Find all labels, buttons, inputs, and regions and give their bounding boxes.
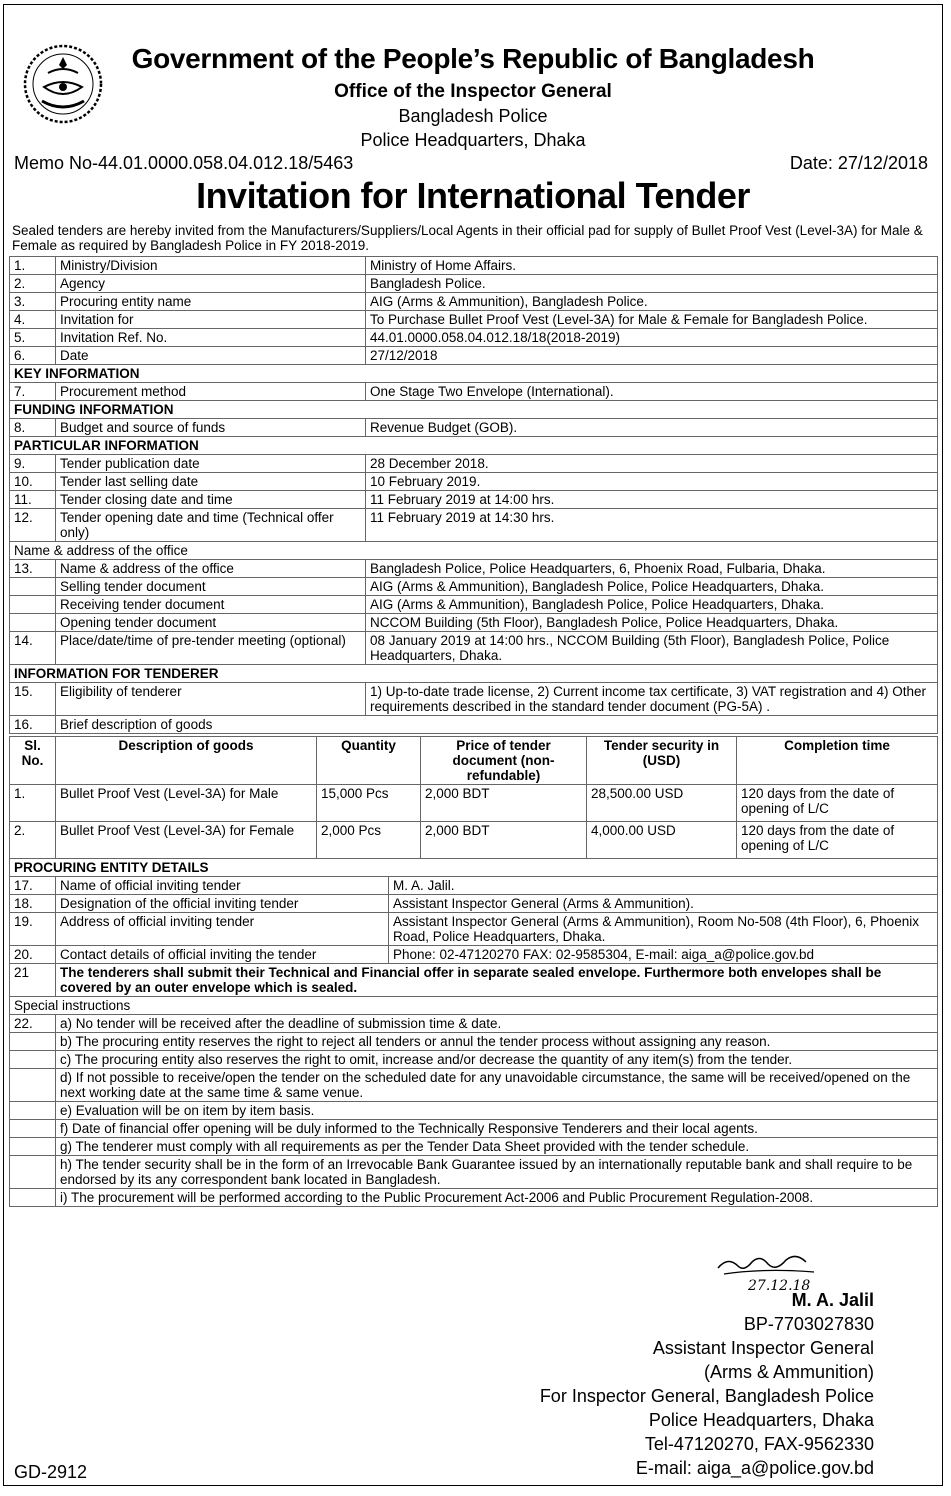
row-no: 13.	[10, 560, 56, 578]
memo-date: Date: 27/12/2018	[789, 153, 928, 173]
section-subheading: Name & address of the office	[10, 542, 938, 560]
goods-header: Price of tender document (non-refundable)	[421, 737, 587, 785]
row-label: Place/date/time of pre-tender meeting (optional)	[56, 632, 366, 665]
goods-cell: 15,000 Pcs	[317, 785, 421, 822]
department-heading: Bangladesh Police	[398, 106, 548, 126]
signatory-location: Police Headquarters, Dhaka	[648, 1410, 874, 1430]
row-no: 4.	[10, 311, 56, 329]
row-value: Ministry of Home Affairs.	[366, 257, 938, 275]
row-value: Bangladesh Police.	[366, 275, 938, 293]
tender-info-table	[9, 256, 938, 734]
signatory-unit: (Arms & Ammunition)	[703, 1362, 874, 1382]
row-label: Address of official inviting tender	[56, 913, 389, 946]
instruction-item: b) The procuring entity reserves the right to reject all tenders or annul the tender process without assigning any reason.	[56, 1033, 938, 1051]
section-heading: KEY INFORMATION	[10, 365, 938, 383]
goods-cell: 28,500.00 USD	[587, 785, 737, 822]
row-no: 8.	[10, 419, 56, 437]
row-no: 19.	[10, 913, 56, 946]
goods-header: Description of goods	[56, 737, 317, 785]
row-no: 12.	[10, 509, 56, 542]
row-no: 15.	[10, 683, 56, 716]
signatory-for: For Inspector General, Bangladesh Police	[539, 1386, 874, 1406]
row-label: Tender opening date and time (Technical offer only)	[56, 509, 366, 542]
location-heading: Police Headquarters, Dhaka	[360, 130, 586, 150]
row-label: Procurement method	[56, 383, 366, 401]
row-label: Invitation for	[56, 311, 366, 329]
goods-cell: 2.	[10, 822, 56, 859]
row-value: M. A. Jalil.	[389, 877, 938, 895]
intro-paragraph: Sealed tenders are hereby invited from the Manufacturers/Suppliers/Local Agents in their official pad for supply of Bullet Proof Vest (Level-3A) for Male & Female as required by Bangladesh Police in FY 2018-2019.	[12, 223, 923, 253]
row-no: 3.	[10, 293, 56, 311]
goods-header: Tender security in (USD)	[587, 737, 737, 785]
row-label: Procuring entity name	[56, 293, 366, 311]
goods-header: Sl. No.	[10, 737, 56, 785]
row-value: 11 February 2019 at 14:00 hrs.	[366, 491, 938, 509]
row-label: Designation of the official inviting tender	[56, 895, 389, 913]
row-no: 14.	[10, 632, 56, 665]
signature-date: 27.12.18	[748, 1278, 811, 1294]
row-no: 1.	[10, 257, 56, 275]
row-label: Contact details of official inviting the tender	[56, 946, 389, 964]
row-value: To Purchase Bullet Proof Vest (Level-3A) for Male & Female for Bangladesh Police.	[366, 311, 938, 329]
row-value: 10 February 2019.	[366, 473, 938, 491]
row-no: 9.	[10, 455, 56, 473]
goods-header: Quantity	[317, 737, 421, 785]
signatory-bp: BP-7703027830	[743, 1314, 874, 1334]
row-label: Budget and source of funds	[56, 419, 366, 437]
row-label: Brief description of goods	[56, 716, 938, 734]
row-no: 11.	[10, 491, 56, 509]
row-value: Bangladesh Police, Police Headquarters, 6, Phoenix Road, Fulbaria, Dhaka.	[366, 560, 938, 578]
instruction-item: d) If not possible to receive/open the tender on the scheduled date for any unavoidable circumstance, the same will be received/opened on the next working date at the same time & same venue.	[56, 1069, 938, 1102]
page-title: Invitation for International Tender	[196, 175, 750, 216]
row-label: Receiving tender document	[56, 596, 366, 614]
section-heading: PARTICULAR INFORMATION	[10, 437, 938, 455]
goods-cell: 120 days from the date of opening of L/C	[737, 785, 938, 822]
row-value: 27/12/2018	[366, 347, 938, 365]
row-no: 6.	[10, 347, 56, 365]
row-label: Eligibility of tenderer	[56, 683, 366, 716]
goods-cell: 2,000 BDT	[421, 822, 587, 859]
row-value: Phone: 02-47120270 FAX: 02-9585304, E-mail: aiga_a@police.gov.bd	[389, 946, 938, 964]
goods-cell: 120 days from the date of opening of L/C	[737, 822, 938, 859]
goods-cell: 2,000 Pcs	[317, 822, 421, 859]
row-label: Agency	[56, 275, 366, 293]
row-label: Opening tender document	[56, 614, 366, 632]
section-subheading: Special instructions	[10, 997, 938, 1015]
row-value: 1) Up-to-date trade license, 2) Current income tax certificate, 3) VAT registration and 4) Other requirements described in the standard tender document (PG-5A) .	[366, 683, 938, 716]
signatory-tel: Tel-47120270, FAX-9562330	[644, 1434, 874, 1454]
row-value: One Stage Two Envelope (International).	[366, 383, 938, 401]
tender-notice	[3, 4, 943, 1486]
row-label: Tender publication date	[56, 455, 366, 473]
row-value: AIG (Arms & Ammunition), Bangladesh Police, Police Headquarters, Dhaka.	[366, 596, 938, 614]
gd-number: GD-2912	[14, 1462, 88, 1482]
memo-number: Memo No-44.01.0000.058.04.012.18/5463	[14, 153, 354, 173]
row-text: The tenderers shall submit their Technical and Financial offer in separate sealed envelope. Furthermore both envelopes shall be covered by an outer envelope which is sealed.	[56, 964, 938, 997]
row-label: Name of official inviting tender	[56, 877, 389, 895]
section-heading: PROCURING ENTITY DETAILS	[10, 859, 938, 877]
row-no: 16.	[10, 716, 56, 734]
row-label: Selling tender document	[56, 578, 366, 596]
row-no: 5.	[10, 329, 56, 347]
row-label: Ministry/Division	[56, 257, 366, 275]
instruction-item: a) No tender will be received after the deadline of submission time & date.	[56, 1015, 938, 1033]
row-value: AIG (Arms & Ammunition), Bangladesh Police.	[366, 293, 938, 311]
row-label: Invitation Ref. No.	[56, 329, 366, 347]
section-heading: FUNDING INFORMATION	[10, 401, 938, 419]
section-heading: INFORMATION FOR TENDERER	[10, 665, 938, 683]
instruction-item: h) The tender security shall be in the form of an Irrevocable Bank Guarantee issued by an internationally reputable bank and shall require to be endorsed by its any correspondent bank located in Bangladesh.	[56, 1156, 938, 1189]
instruction-item: i) The procurement will be performed according to the Public Procurement Act-2006 and Public Procurement Regulation-2008.	[56, 1189, 938, 1207]
instruction-item: e) Evaluation will be on item by item basis.	[56, 1102, 938, 1120]
goods-cell: 2,000 BDT	[421, 785, 587, 822]
row-value: 44.01.0000.058.04.012.18/18(2018-2019)	[366, 329, 938, 347]
goods-cell: Bullet Proof Vest (Level-3A) for Female	[56, 822, 317, 859]
procuring-entity-table	[9, 858, 938, 1207]
row-value: 11 February 2019 at 14:30 hrs.	[366, 509, 938, 542]
row-label: Tender last selling date	[56, 473, 366, 491]
row-no: 20.	[10, 946, 56, 964]
row-no: 7.	[10, 383, 56, 401]
signatory-name: M. A. Jalil	[791, 1290, 874, 1310]
row-no: 18.	[10, 895, 56, 913]
goods-cell: Bullet Proof Vest (Level-3A) for Male	[56, 785, 317, 822]
goods-table	[9, 736, 938, 859]
row-value: Assistant Inspector General (Arms & Ammunition), Room No-508 (4th Floor), 6, Phoenix Road, Police Headquarters, Dhaka.	[389, 913, 938, 946]
government-heading: Government of the People’s Republic of Bangladesh	[131, 43, 815, 74]
row-label: Tender closing date and time	[56, 491, 366, 509]
instruction-item: g) The tenderer must comply with all requirements as per the Tender Data Sheet provided with the tender schedule.	[56, 1138, 938, 1156]
goods-cell: 1.	[10, 785, 56, 822]
row-value: Assistant Inspector General (Arms & Ammunition).	[389, 895, 938, 913]
row-label: Date	[56, 347, 366, 365]
row-value: AIG (Arms & Ammunition), Bangladesh Police, Police Headquarters, Dhaka.	[366, 578, 938, 596]
instruction-item: f) Date of financial offer opening will be duly informed to the Technically Responsive Tenderers and their local agents.	[56, 1120, 938, 1138]
row-no: 22.	[10, 1015, 56, 1033]
signatory-designation: Assistant Inspector General	[652, 1338, 874, 1358]
row-label: Name & address of the office	[56, 560, 366, 578]
row-value: 28 December 2018.	[366, 455, 938, 473]
office-heading: Office of the Inspector General	[334, 81, 612, 102]
goods-header: Completion time	[737, 737, 938, 785]
row-value: NCCOM Building (5th Floor), Bangladesh Police, Police Headquarters, Dhaka.	[366, 614, 938, 632]
instruction-item: c) The procuring entity also reserves the right to omit, increase and/or decrease the quantity of any item(s) from the tender.	[56, 1051, 938, 1069]
goods-cell: 4,000.00 USD	[587, 822, 737, 859]
row-no: 2.	[10, 275, 56, 293]
row-no: 21	[10, 964, 56, 997]
signatory-email: E-mail: aiga_a@police.gov.bd	[635, 1458, 874, 1478]
row-value: 08 January 2019 at 14:00 hrs., NCCOM Building (5th Floor), Bangladesh Police, Police Headquarters, Dhaka.	[366, 632, 938, 665]
row-no: 10.	[10, 473, 56, 491]
row-value: Revenue Budget (GOB).	[366, 419, 938, 437]
row-no: 17.	[10, 877, 56, 895]
